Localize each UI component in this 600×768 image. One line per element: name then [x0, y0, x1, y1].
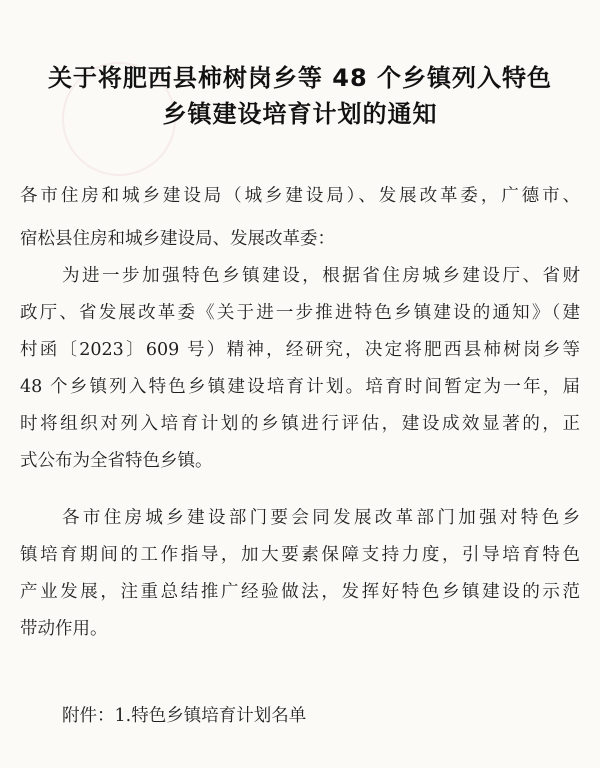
addressee-line-1: 各市住房和城乡建设局（城乡建设局）、发展改革委，广德市、 [20, 186, 580, 206]
addressee-line-2: 宿松县住房和城乡建设局、发展改革委： [20, 229, 335, 249]
paragraph-2-line-3: 产业发展，注重总结推广经验做法，发挥好特色乡镇建设的示范 [20, 582, 580, 602]
document-title-line-1: 关于将肥西县柿树岗乡等 48 个乡镇列入特色 [47, 64, 553, 92]
paragraph-2-line-4: 带动作用。 [20, 619, 108, 639]
paragraph-1-line-6: 式公布为全省特色乡镇。 [20, 451, 213, 471]
paragraph-1-line-5: 时将组织对列入培育计划的乡镇进行评估，建设成效显著的，正 [20, 414, 580, 434]
paragraph-1-line-3: 村函〔2023〕609 号）精神，经研究，决定将肥西县柿树岗乡等 [20, 340, 580, 360]
paragraph-1-line-4: 48 个乡镇列入特色乡镇建设培育计划。培育时间暂定为一年，届 [20, 377, 580, 397]
paragraph-2-line-2: 镇培育期间的工作指导，加大要素保障支持力度，引导培育特色 [20, 545, 580, 565]
attachment-line: 附件：1.特色乡镇培育计划名单 [62, 706, 307, 726]
paragraph-1-line-2: 政厅、省发展改革委《关于进一步推进特色乡镇建设的通知》（建 [20, 303, 580, 323]
document-title-line-2: 乡镇建设培育计划的通知 [162, 100, 438, 128]
paragraph-2-line-1: 各市住房城乡建设部门要会同发展改革部门加强对特色乡 [62, 508, 580, 528]
paragraph-1-line-1: 为进一步加强特色乡镇建设，根据省住房城乡建设厅、省财 [62, 266, 580, 286]
